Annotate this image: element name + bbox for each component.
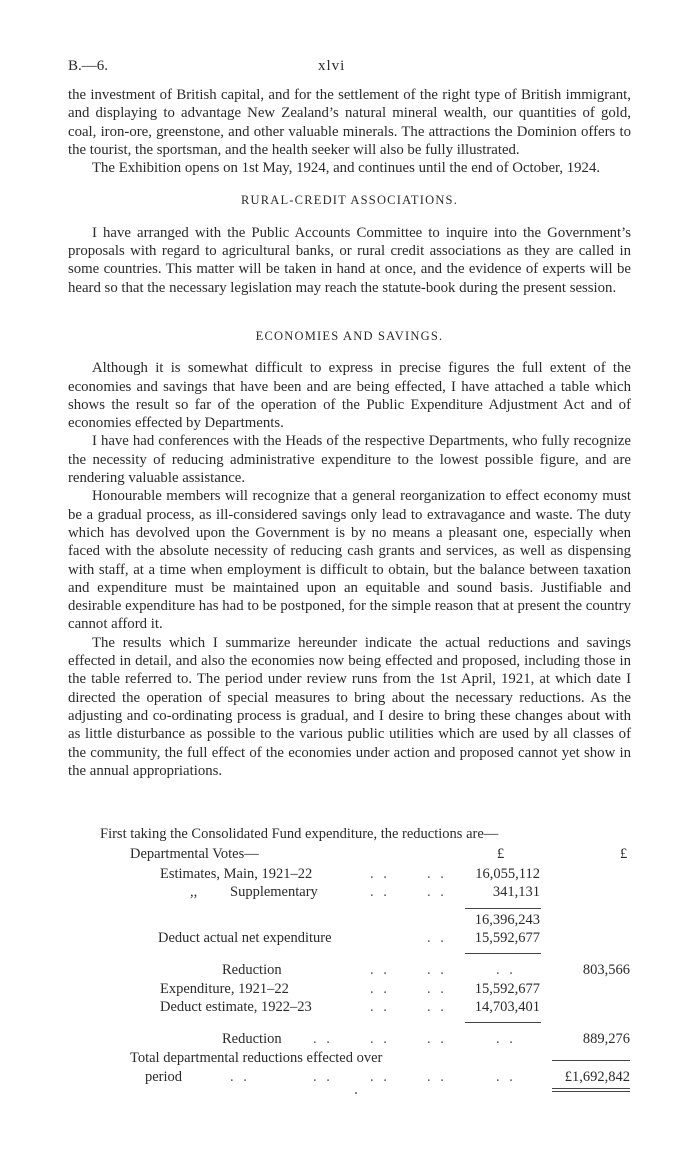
deduct-actual-label: Deduct actual net expenditure [158,930,332,946]
leader-dots: . . [427,866,447,882]
paragraph: The Exhibition opens on 1st May, 1924, and continues until the end of October, 1924. [92,160,601,177]
leader-dots: . . [370,962,390,978]
leader-dots: . . [427,884,447,900]
sum-rule [465,908,541,909]
leader-dots: . . [427,981,447,997]
leader-dots: . . [427,962,447,978]
column-header-pounds-1: £ [497,846,505,862]
deduct-actual-value: 15,592,677 [474,930,540,946]
leader-dots: . . [427,999,447,1015]
expenditure-value: 15,592,677 [474,981,540,997]
estimates-main-value: 16,055,112 [475,866,540,882]
reduction-1-value: 803,566 [582,962,630,978]
departmental-votes-label: Departmental Votes— [130,846,259,862]
section-heading-economies: ECONOMIES AND SAVINGS. [255,328,444,343]
paragraph: the investment of British capital, and for the settlement of the right type of British immigrant, and displaying to advantage New Zealand’s natural mineral wealth, our quantities of gold, coal, iron-ore, greenstone, and other valuable minerals. The attractions the Dominion offers to the tourist, the sportsman, and the health seeker will also be fully illustrated. [68,87,631,158]
total-double-rule [552,1088,630,1092]
estimates-main-label: Estimates, Main, 1921–22 [160,866,313,882]
print-speck [355,1092,357,1094]
paragraph: Honourable members will recognize that a general reorganization to effect economy must be a gradual process, as ill-considered savings only lead to extravagance and waste. The duty which has devolved upon the Government is by no means a pleasant one, especially when faced with the absolute necessity of reducing cash grants and services, as well as dispensing with staff, at a time when employment is difficult to obtain, but the balance between taxation and expenditure must be maintained upon an equitable and sound basis. Justifiable and desirable expenditure has had to be postponed, for the simple reason that at present the country cannot afford it. [68,488,631,633]
leader-dots: . . [370,1031,390,1047]
leader-dots: . . [313,1069,333,1085]
subtotal-value: 16,396,243 [474,912,540,928]
leader-dots: . . [370,981,390,997]
total-label-line-1: Total departmental reductions effected over [130,1050,383,1066]
expenditure-label: Expenditure, 1921–22 [160,981,289,997]
leader-dots: . . [427,1069,447,1085]
leader-dots: . . [496,1069,516,1085]
sum-rule [465,953,541,954]
sum-rule [465,1022,541,1023]
reduction-label-2: Reduction [222,1031,282,1047]
leader-dots: . . [313,1031,333,1047]
page-reference: B.—6. [68,58,109,74]
leader-dots: . . [230,1069,250,1085]
page-number: xlvi [318,58,346,74]
deduct-estimate-label: Deduct estimate, 1922–23 [160,999,312,1015]
leader-dots: . . [496,1031,516,1047]
leader-dots: . . [370,884,390,900]
deduct-estimate-value: 14,703,401 [474,999,540,1015]
reduction-label-1: Reduction [222,962,282,978]
leader-dots: . . [496,962,516,978]
total-value: £1,692,842 [564,1069,630,1085]
leader-dots: . . [427,930,447,946]
supplementary-label: Supplementary [230,884,318,900]
section-heading-rural-credit: RURAL-CREDIT ASSOCIATIONS. [240,193,459,208]
column-header-pounds-2: £ [620,846,628,862]
leader-dots: . . [370,1069,390,1085]
reduction-2-value: 889,276 [582,1031,630,1047]
paragraph: I have had conferences with the Heads of the respective Departments, who fully recognize the necessity of reducing administrative expenditure to the lowest possible figure, and are rendering valuable assistance. [68,433,631,487]
supplementary-value: 341,131 [492,884,540,900]
leader-dots: . . [370,999,390,1015]
leader-dots: . . [370,866,390,882]
ditto-mark: ,, [190,884,198,900]
paragraph: The results which I summarize hereunder indicate the actual reductions and savings effected in detail, and also the economies now being effected and proposed, including those in the table referred to. The period under review runs from the 1st April, 1921, at which date I directed the operation of special measures to bring about the necessary reductions. As the adjusting and co-ordinating process is gradual, and I desire to bring these changes about with as little disturbance as possible to the various public utilities which are used by all classes of the community, the full effect of the economies under action and proposed cannot yet show in the annual appropriations. [68,634,631,779]
paragraph: Although it is somewhat difficult to express in precise figures the full extent of the economies and savings that have been and are being effected, I have attached a table which shows the result so far of the operation of the Public Expenditure Adjustment Act and of economies effected by Departments. [68,360,631,432]
sum-rule [552,1060,630,1061]
total-label-line-2: period [145,1069,183,1085]
paragraph: I have arranged with the Public Accounts Committee to inquire into the Government’s proposals with regard to agricultural banks, or rural credit associations as they are called in some countries. This matter will be taken in hand at once, and the evidence of experts will be heard so that the necessary legislation may reach the statute-book during the present session. [68,224,631,296]
leader-dots: . . [427,1031,447,1047]
table-intro: First taking the Consolidated Fund expenditure, the reductions are— [100,826,499,842]
